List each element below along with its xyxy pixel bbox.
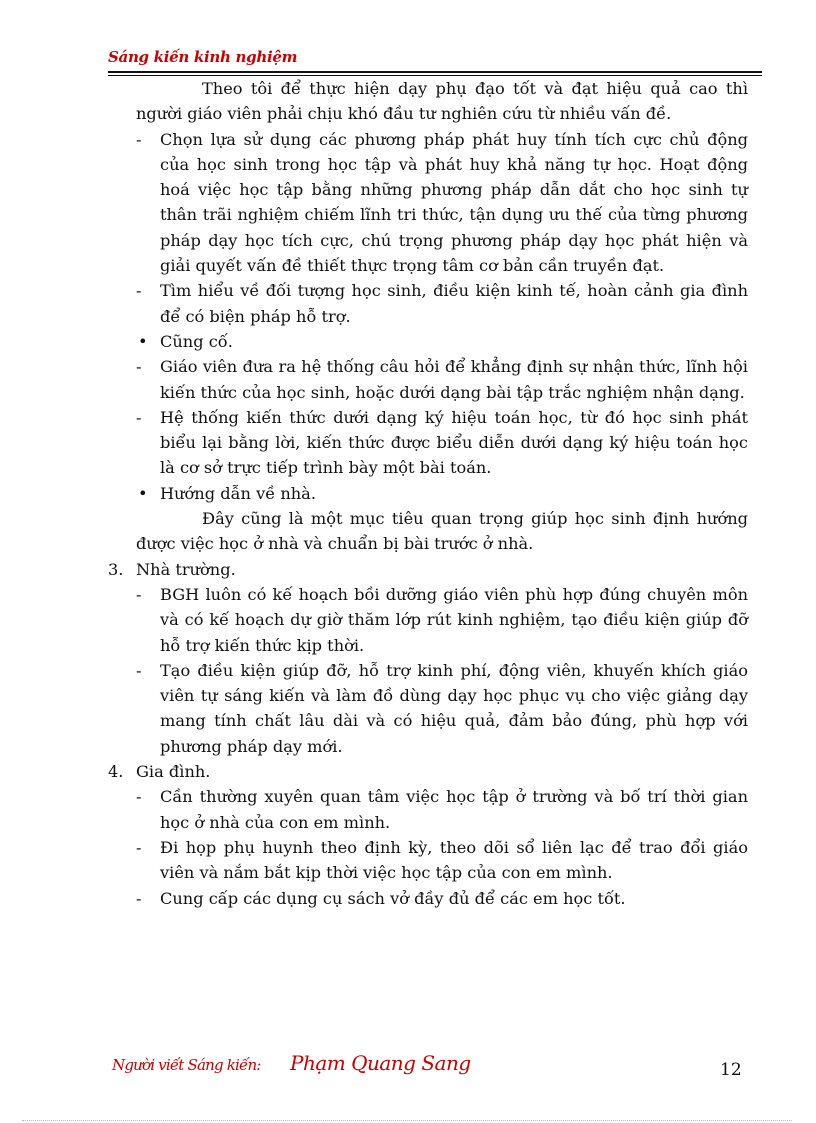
- page-edge-divider: [22, 1120, 792, 1121]
- list-item-text: Tìm hiểu về đối tượng học sinh, điều kiện kinh tế, hoàn cảnh gia đình để có biện pháp hỗ trợ.: [160, 281, 748, 326]
- bullet-item-text: Cũng cố.: [160, 331, 233, 351]
- section-number: 3.: [108, 559, 124, 579]
- dash-marker: -: [136, 660, 142, 680]
- section-heading: [108, 759, 748, 784]
- bullet-item-text: Hướng dẫn về nhà.: [160, 483, 316, 503]
- list-item-text: Cung cấp các dụng cụ sách vở đầy đủ để các em học tốt.: [160, 888, 626, 908]
- list-item-text: BGH luôn có kế hoạch bồi dưỡng giáo viên phù hợp đúng chuyên môn và có kế hoạch dự giờ thăm lớp rút kinh nghiệm, tạo điều kiện giúp đỡ hỗ trợ kiến thức kịp thời.: [160, 584, 748, 655]
- dash-marker: -: [136, 837, 142, 857]
- page-header: Sáng kiến kinh nghiệm: [108, 48, 298, 66]
- list-item: [108, 886, 748, 911]
- dash-marker: -: [136, 281, 142, 301]
- list-item: [108, 658, 748, 759]
- section-heading: [108, 557, 748, 582]
- list-item: [108, 278, 748, 329]
- section-title: Gia đình.: [136, 762, 211, 782]
- intro-paragraph: Theo tôi để thực hiện dạy phụ đạo tốt và đạt hiệu quả cao thì người giáo viên phải chịu khó đầu tư nghiên cứu từ nhiều vấn đề.: [136, 79, 748, 124]
- list-item: [108, 582, 748, 658]
- document-body: [108, 76, 748, 911]
- page-number: 12: [720, 1060, 742, 1080]
- dash-marker: -: [136, 407, 142, 427]
- list-item-text: Đi họp phụ huynh theo định kỳ, theo dõi sổ liên lạc để trao đổi giáo viên và nắm bắt kịp thời việc học tập của con em mình.: [160, 837, 748, 883]
- dash-marker: -: [136, 787, 142, 807]
- dash-marker: -: [136, 584, 142, 604]
- list-item-text: Tạo điều kiện giúp đỡ, hỗ trợ kinh phí, động viên, khuyến khích giáo viên tự sáng kiến và làm đồ dùng dạy học phục vụ cho việc giảng dạy mang tính chất lâu dài và có hiệu quả, đảm bảo đúng, phù hợp với phương pháp dạy mới.: [160, 660, 748, 756]
- list-item: [108, 835, 748, 886]
- bullet-marker: •: [138, 483, 148, 503]
- dash-marker: -: [136, 357, 142, 377]
- section-number: 4.: [108, 762, 124, 782]
- bullet-marker: •: [138, 331, 148, 351]
- list-item: [108, 405, 748, 481]
- dash-marker: -: [136, 888, 142, 908]
- list-item: [108, 784, 748, 835]
- dash-marker: -: [136, 129, 142, 149]
- footer-author-name: Phạm Quang Sang: [290, 1051, 471, 1075]
- header-rule: [108, 71, 762, 73]
- paragraph: Đây cũng là một mục tiêu quan trọng giúp học sinh định hướng được việc học ở nhà và chuẩn bị bài trước ở nhà.: [136, 509, 748, 554]
- list-item-text: Giáo viên đưa ra hệ thống câu hỏi để khẳng định sự nhận thức, lĩnh hội kiến thức của học sinh, hoặc dưới dạng bài tập trắc nghiệm nhận dạng.: [160, 357, 748, 402]
- list-item-text: Cần thường xuyên quan tâm việc học tập ở trường và bố trí thời gian học ở nhà của con em mình.: [160, 787, 748, 832]
- list-item-text: Hệ thống kiến thức dưới dạng ký hiệu toán học, từ đó học sinh phát biểu lại bằng lời, kiến thức được biểu diễn dưới dạng ký hiệu toán học là cơ sở trực tiếp trình bày một bài toán.: [160, 407, 748, 478]
- footer-author-role: Người viết Sáng kiến:: [112, 1056, 261, 1074]
- list-item-text: Chọn lựa sử dụng các phương pháp phát huy tính tích cực chủ động của học sinh trong học tập và phát huy khả năng tự học. Hoạt động hoá việc học tập bằng những phương pháp dẫn dắt cho học sinh tự thân trãi nghiệm chiếm lĩnh tri thức, tận dụng ưu thế của từng phương pháp dạy học tích cực, chú trọng phương pháp dạy học phát hiện và giải quyết vấn đề thiết thực trọng tâm cơ bản cần truyền đạt.: [160, 129, 748, 276]
- list-item: [108, 354, 748, 405]
- section-title: Nhà trường.: [136, 559, 236, 579]
- list-item: [108, 127, 748, 279]
- bullet-item: [108, 481, 748, 506]
- bullet-item: [108, 329, 748, 354]
